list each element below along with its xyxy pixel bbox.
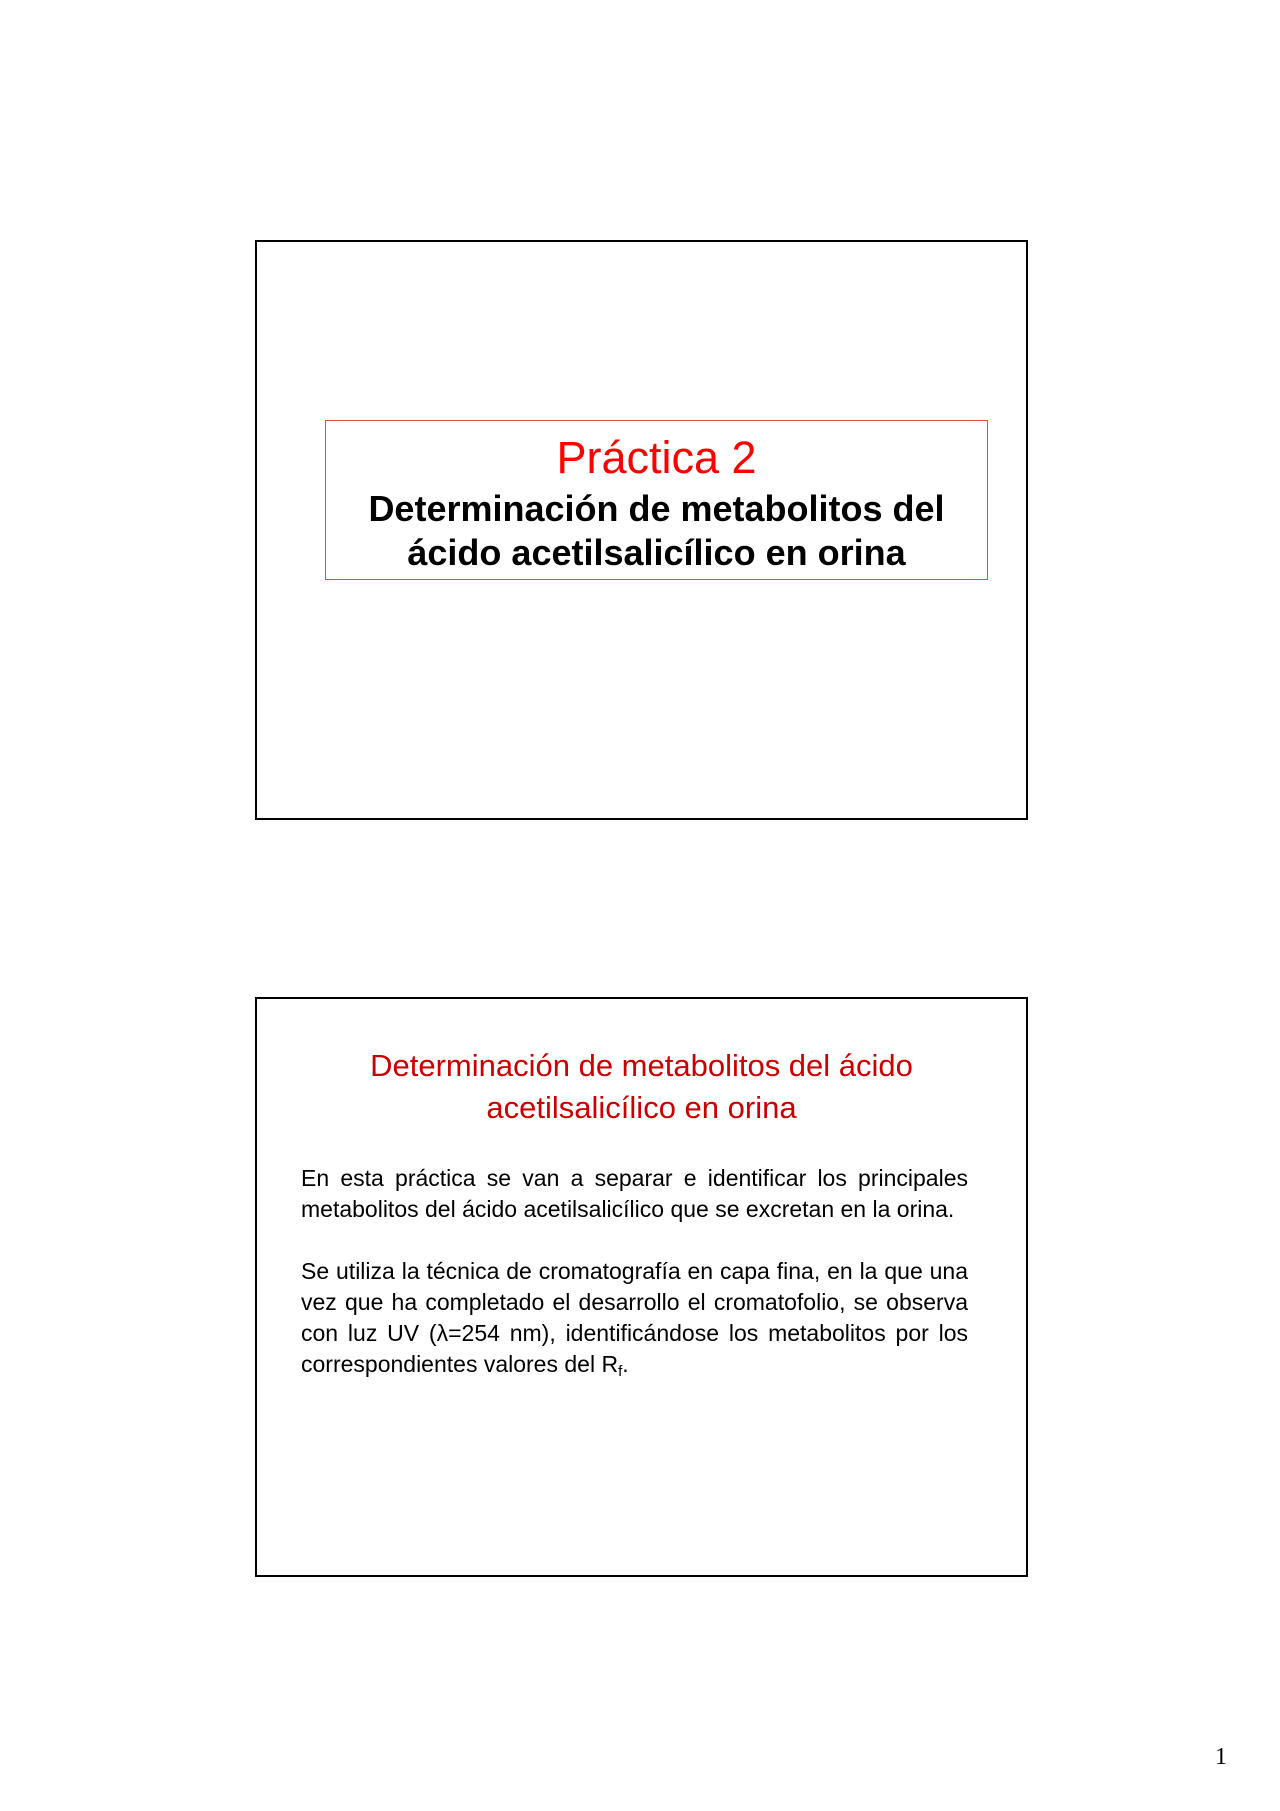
slide-heading	[257, 1045, 1026, 1129]
slide-subtitle-line-1: Determinación de metabolitos del	[368, 488, 945, 529]
slide-1	[255, 240, 1028, 820]
body-paragraph-2-text: Se utiliza la técnica de cromatografía en capa fina, en la que una vez que ha completado el desarrollo el cromatofolio, se observa con luz UV (λ=254 nm), identificándose los metabolitos por los correspondientes valores del R	[301, 1258, 968, 1377]
slide-title: Práctica 2	[556, 432, 757, 483]
body-paragraph-2	[301, 1256, 968, 1380]
body-paragraph-2-end: .	[622, 1351, 629, 1377]
slide-heading-line-1: Determinación de metabolitos del ácido	[370, 1048, 913, 1083]
page-number: 1	[1215, 1744, 1227, 1770]
slide-heading-line-2: acetilsalicílico en orina	[486, 1090, 797, 1125]
slide-subtitle-line-2: ácido acetilsalicílico en orina	[407, 532, 906, 573]
slide-body	[301, 1163, 968, 1411]
slide-2	[255, 997, 1028, 1577]
rf-subscript: f	[618, 1363, 623, 1380]
title-box	[325, 420, 988, 580]
body-paragraph-1: En esta práctica se van a separar e identificar los principales metabolitos del ácido acetilsalicílico que se excretan en la orina.	[301, 1165, 968, 1222]
